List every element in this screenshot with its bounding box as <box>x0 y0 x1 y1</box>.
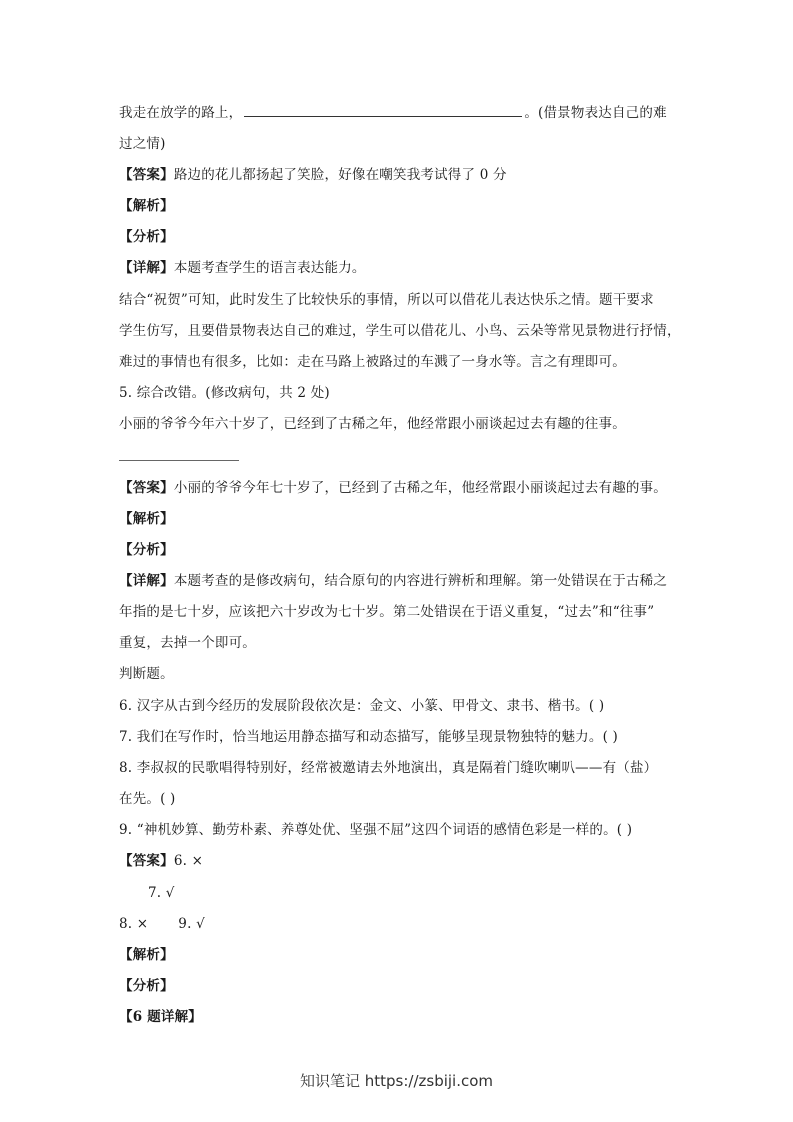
detail-tag: 【详解】 <box>119 260 174 276</box>
answer-7: 7. √ <box>148 885 175 901</box>
q4-explanation-3: 难过的事情也有很多，比如：走在马路上被路过的车溅了一身水等。言之有理即可。 <box>119 354 626 370</box>
answer-9: 9. √ <box>178 916 205 932</box>
answer-tag: 【答案】 <box>119 480 174 496</box>
q5-fenxi: 【分析】 <box>119 542 174 558</box>
detail-tag: 【详解】 <box>119 573 174 589</box>
q4-suffix: 。(借景物表达自己的难 <box>524 105 667 121</box>
q4-prompt-line2: 过之情) <box>119 136 166 152</box>
answer-blank <box>244 104 522 117</box>
answer-8-9 <box>119 915 205 933</box>
question-8-line2: 在先。( ) <box>119 791 176 807</box>
q5-detail-3: 重复，去掉一个即可。 <box>119 635 256 651</box>
q4-detail <box>119 259 366 277</box>
q4-answer <box>119 166 507 184</box>
answer-text: 路边的花儿都扬起了笑脸，好像在嘲笑我考试得了 0 分 <box>173 167 507 183</box>
q5-answer <box>119 479 667 497</box>
q4-explanation-2: 学生仿写，且要借景物表达自己的难过，学生可以借花儿、小鸟、云朵等常见景物进行抒情， <box>119 323 681 339</box>
question-6: 6. 汉字从古到今经历的发展阶段依次是：金文、小篆、甲骨文、隶书、楷书。( ) <box>119 698 605 714</box>
question-9: 9. “神机妙算、勤劳朴素、养尊处优、坚强不屈”这四个词语的感情色彩是一样的。( ) <box>119 822 633 838</box>
answer-text: 小丽的爷爷今年七十岁了，已经到了古稀之年，他经常跟小丽谈起过去有趣的事。 <box>173 480 668 496</box>
q4-explanation-1: 结合“祝贺”可知，此时发生了比较快乐的事情，所以可以借花儿表达快乐之情。题干要求 <box>119 292 654 308</box>
judge-title: 判断题。 <box>119 666 174 682</box>
q5-detail-1 <box>119 572 667 590</box>
q5-detail-2: 年指的是七十岁，应该把六十岁改为七十岁。第二处错误在于语义重复，“过去”和“往事” <box>119 604 655 620</box>
q4-fenxi: 【分析】 <box>119 229 174 245</box>
answer-line <box>119 460 239 461</box>
answer-tag: 【答案】 <box>119 167 174 183</box>
q4-prefix: 我走在放学的路上， <box>119 105 243 121</box>
q5-title: 5. 综合改错。(修改病句，共 2 处) <box>119 385 330 401</box>
detail-text: 本题考查的是修改病句，结合原句的内容进行辨析和理解。第一处错误在于古稀之 <box>173 573 668 589</box>
q5-jiexi: 【解析】 <box>119 511 174 527</box>
judge-answer <box>119 852 203 870</box>
answer-tag: 【答案】 <box>119 853 174 869</box>
judge-jiexi: 【解析】 <box>119 947 174 963</box>
q5-sentence: 小丽的爷爷今年六十岁了，已经到了古稀之年，他经常跟小丽谈起过去有趣的往事。 <box>119 416 626 432</box>
footer-watermark: 知识笔记 https://zsbiji.com <box>299 1072 494 1090</box>
answer-8: 8. × <box>119 916 149 932</box>
detail-text: 本题考查学生的语言表达能力。 <box>173 260 366 276</box>
question-7: 7. 我们在写作时，恰当地运用静态描写和动态描写，能够呈现景物独特的魅力。( ) <box>119 729 618 745</box>
q4-jiexi: 【解析】 <box>119 198 174 214</box>
question-8: 8. 李叔叔的民歌唱得特别好，经常被邀请去外地演出，真是隔着门缝吹喇叭——有（盐） <box>119 760 658 776</box>
judge-fenxi: 【分析】 <box>119 978 174 994</box>
q4-prompt <box>119 104 667 122</box>
answer-6: 6. × <box>173 853 204 869</box>
detail-6-heading: 【6 题详解】 <box>119 1009 202 1025</box>
